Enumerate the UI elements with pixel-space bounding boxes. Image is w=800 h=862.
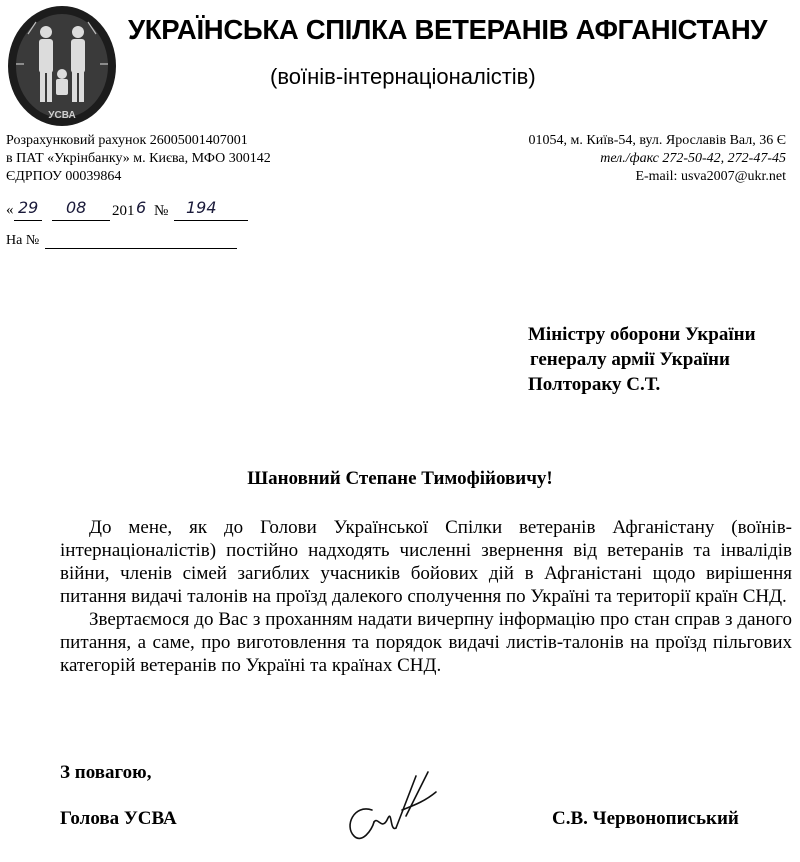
signer-name: С.В. Червонописький xyxy=(552,808,739,829)
reply-label: На № xyxy=(6,233,40,248)
veterans-emblem-icon xyxy=(6,4,118,128)
svg-text:УСВА: УСВА xyxy=(48,110,76,121)
body-paragraph: До мене, як до Голови Української Спілки ветеранів Афганістану (воїнів-інтернаціоналістів) постійно надходять численні звернення від ветеранів та інвалідів війни, членів сімей загиблих учасників бойових дій в Афганістані щодо вирішення питання видачі талонів на проїзд далекого сполучення по Україні та території країн СНД. xyxy=(60,517,792,607)
addressee-line: Полтораку С.Т. xyxy=(528,374,661,395)
outgoing-number: 194 xyxy=(186,198,217,217)
outgoing-date-number xyxy=(6,198,266,228)
organization-logo xyxy=(6,4,118,128)
letter-body xyxy=(60,516,792,677)
date-open-quote: « xyxy=(6,202,14,218)
date-year-prefix: 201 xyxy=(112,203,135,219)
email-address: E-mail: usva2007@ukr.net xyxy=(635,169,786,184)
addressee-line: Міністру оборони України xyxy=(528,324,756,345)
bank-name: в ПАТ «Укрінбанку» м. Києва, МФО 300142 xyxy=(6,151,271,166)
salutation: Шановний Степане Тимофійовичу! xyxy=(247,468,553,489)
date-day: 29 xyxy=(18,198,39,217)
signer-position: Голова УСВА xyxy=(60,808,177,829)
closing-regards: З повагою, xyxy=(60,762,152,783)
addressee-block xyxy=(528,322,756,397)
handwritten-signature xyxy=(332,770,442,852)
body-paragraph: Звертаємося до Вас з проханням надати вичерпну інформацію про стан справ з даного питання, а саме, про виготовлення та порядок видачі листів-талонів на проїзд пільгових категорій ветеранів по Україні та країнах СНД. xyxy=(60,609,792,676)
edrpou-code: ЄДРПОУ 00039864 xyxy=(6,169,122,184)
bank-account: Розрахунковий рахунок 26005001407001 xyxy=(6,133,248,148)
addressee-line: генералу армії України xyxy=(530,349,730,370)
number-label: № xyxy=(154,203,169,219)
date-year-digit: 6 xyxy=(136,198,147,217)
date-month: 08 xyxy=(66,198,87,217)
organization-subtitle: (воїнів-інтернаціоналістів) xyxy=(270,64,536,89)
postal-address: 01054, м. Київ-54, вул. Ярославів Вал, 36 Є xyxy=(528,133,786,148)
reply-to-number xyxy=(6,233,237,249)
phone-fax: тел./факс 272-50-42, 272-47-45 xyxy=(600,151,786,166)
organization-title: УКРАЇНСЬКА СПІЛКА ВЕТЕРАНІВ АФГАНІСТАНУ xyxy=(128,14,768,45)
bank-requisites xyxy=(6,132,271,186)
contact-requisites xyxy=(529,132,786,186)
